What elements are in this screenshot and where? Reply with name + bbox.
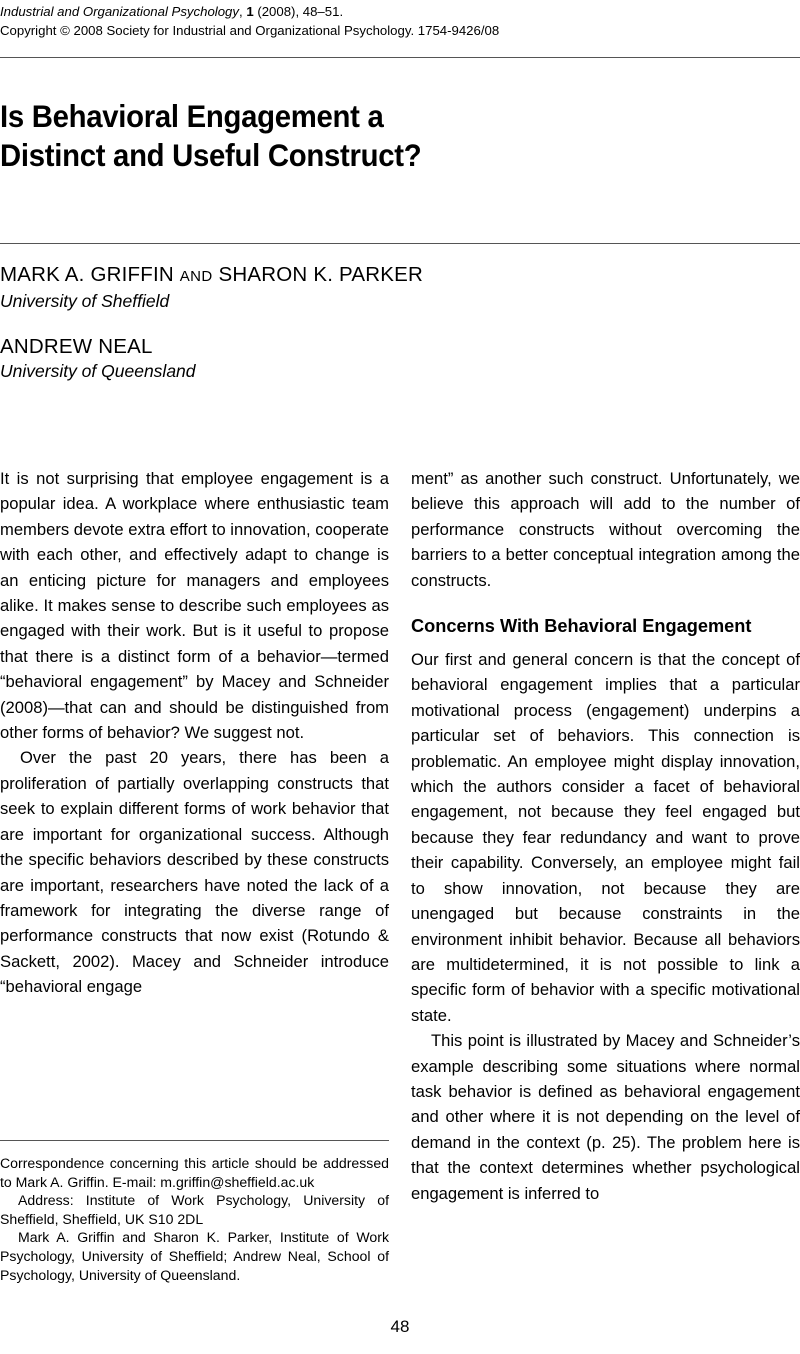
author-conjunction: AND <box>179 268 213 285</box>
author-affiliation-2: University of Queensland <box>0 361 196 381</box>
correspondence-footnote <box>0 1140 389 1284</box>
masthead-citation-line <box>0 2 800 21</box>
paragraph: Over the past 20 years, there has been a proliferation of partially overlapping constructs that seek to explain different forms of work behavior that are important for organizational success. Although the specific behaviors described by these constructs are important, researchers have noted the lack of a framework for integrating the diverse range of performance constructs that now exist (Rotundo & Sackett, 2002). Macey and Schneider introduce “behavioral engage <box>0 748 389 997</box>
body-column-left <box>0 466 389 1000</box>
copyright-line: Copyright © 2008 Society for Industrial and Organizational Psychology. 1754-9426/08 <box>0 23 500 38</box>
paragraph: It is not surprising that employee engagement is a popular idea. A workplace where enthusiastic team members devote extra effort to innovation, cooperate with each other, and effectively adapt to change is an enticing picture for managers and employees alike. It makes sense to describe such employees as engaged with their work. But is it useful to propose that there is a distinct form of a behavior—termed “behavioral engagement” by Macey and Schneider (2008)—that can and should be distinguished from other forms of behavior? We suggest not. <box>0 469 389 743</box>
journal-title: Industrial and Organizational Psychology <box>0 4 239 19</box>
paragraph: Our first and general concern is that the concept of behavioral engagement implies that a particular motivational process (engagement) underpins a particular set of behaviors. This connection is problematic. An employee might display innovation, which the authors consider a facet of behavioral engagement, not because they feel engaged but because they fear redundancy and want to prove their capability. Conversely, an employee might fail to show innovation, not because they are unengaged but because constraints in the environment inhibit behavior. Because all behaviors are multidetermined, it is not possible to link a specific form of behavior with a specific motivational state. <box>411 650 800 1025</box>
issue-and-pages: (2008), 48–51. <box>253 4 344 19</box>
author-names-1 <box>0 262 500 289</box>
author-names-secondary: SHARON K. PARKER <box>212 263 423 286</box>
volume-number: 1 <box>246 4 254 19</box>
title-divider-rule <box>0 243 800 244</box>
article-title-line-2: Distinct and Useful Construct? <box>0 137 422 174</box>
author-group-1 <box>0 262 500 312</box>
header-divider-rule <box>0 57 800 58</box>
article-title-line-1: Is Behavioral Engagement a <box>0 98 384 135</box>
author-names-2: ANDREW NEAL <box>0 335 153 358</box>
footnote-paragraph: Correspondence concerning this article should be addressed to Mark A. Griffin. E-mail: m.griffin@sheffield.ac.uk <box>0 1155 389 1190</box>
paragraph: ment” as another such construct. Unfortunately, we believe this approach will add to the number of performance constructs without overcoming the barriers to a better conceptual integration among the constructs. <box>411 469 800 590</box>
page-number: 48 <box>390 1317 410 1336</box>
body-column-right <box>411 466 800 1206</box>
author-block <box>0 262 500 382</box>
paragraph: This point is illustrated by Macey and Schneider’s example describing some situations where normal task behavior is defined as behavioral engagement and other where it is not depending on the level of demand in the context (p. 25). The problem here is that the context determines whether psychological engagement is inferred to <box>411 1031 800 1203</box>
author-group-2 <box>0 334 500 382</box>
footnote-paragraph: Mark A. Griffin and Sharon K. Parker, Institute of Work Psychology, University of Sheffield; Andrew Neal, School of Psychology, University of Queensland. <box>0 1229 389 1283</box>
article-title <box>0 97 595 175</box>
section-heading: Concerns With Behavioral Engagement <box>411 616 752 637</box>
author-names-primary: MARK A. GRIFFIN <box>0 263 180 286</box>
masthead <box>0 0 800 40</box>
author-affiliation-1: University of Sheffield <box>0 291 170 311</box>
footnote-divider-rule <box>0 1140 389 1141</box>
masthead-comma: , <box>238 4 247 19</box>
footnote-paragraph: Address: Institute of Work Psychology, University of Sheffield, Sheffield, UK S10 2DL <box>0 1192 389 1227</box>
